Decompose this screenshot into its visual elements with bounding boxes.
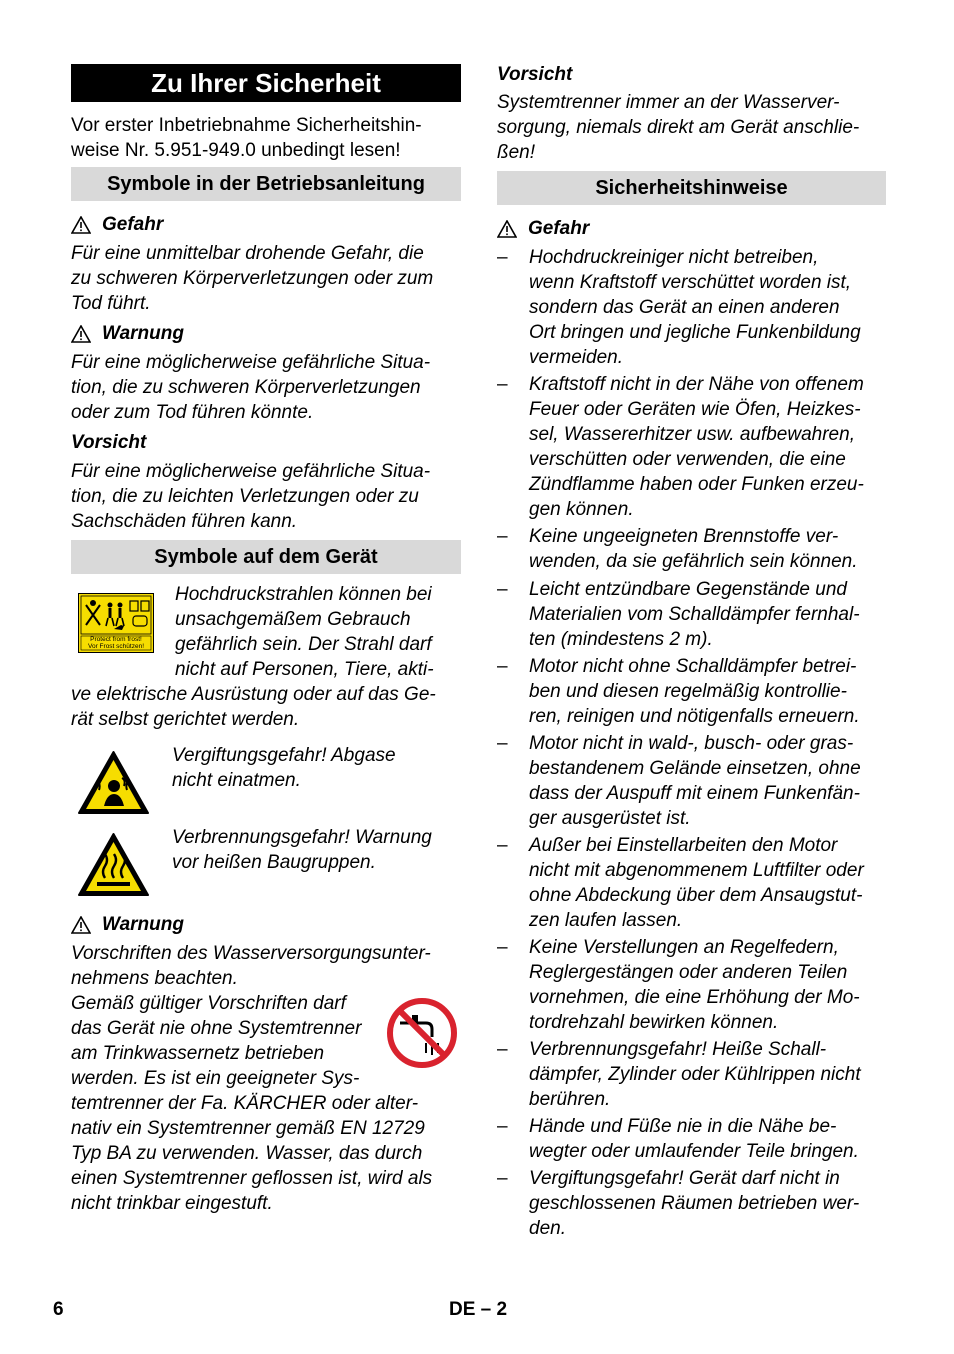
caution-label: Vorsicht <box>71 432 147 453</box>
toxic-gas-hazard-icon <box>77 750 150 815</box>
danger-label: Gefahr <box>102 213 164 235</box>
jet-symbol-text-a: Hochdruckstrahlen können bei unsachgemäßem Gebrauch gefährlich sein. Der Strahl darf nicht auf Personen, Tiere, akti- <box>175 584 434 680</box>
no-drinking-water-connection-icon <box>386 997 458 1069</box>
caution-text: Für eine möglicherweise gefährliche Situa- tion, die zu leichten Verletzungen oder zu Sachschäden führen kann. <box>71 461 431 532</box>
list-item-text: Verbrennungsgefahr! Heiße Schall- dämpfer, Zylinder oder Kühlrippen nicht berühren. <box>529 1039 861 1110</box>
list-item-text: Keine Verstellungen an Regelfedern, Reglergestängen oder anderen Teilen vornehmen, die eine Erhöhung der Mo- tordrehzahl bewirken können. <box>529 937 860 1033</box>
high-pressure-jet-sticker-icon <box>78 593 154 653</box>
section-heading-safety: Sicherheitshinweise <box>497 171 886 205</box>
list-bullet: – <box>497 1116 508 1137</box>
caution2-text: Systemtrenner immer an der Wasserver- sorgung, niemals direkt am Gerät anschlie- ßen! <box>497 92 860 163</box>
warning2-label: Warnung <box>102 913 184 935</box>
poison-symbol-text: Vergiftungsgefahr! Abgase nicht einatmen. <box>172 745 396 791</box>
section-page-indicator: DE – 2 <box>449 1299 508 1320</box>
list-item-text: Keine ungeeigneten Brennstoffe ver- wenden, da sie gefährlich sein können. <box>529 526 858 572</box>
warning-triangle-icon <box>71 916 91 934</box>
page-title: Zu Ihrer Sicherheit <box>71 64 461 102</box>
list-item-text: Leicht entzündbare Gegenstände und Materialien vom Schalldämpfer fernhal- ten (mindestens 2 m). <box>529 579 860 650</box>
burn-symbol-text: Verbrennungsgefahr! Warnung vor heißen Baugruppen. <box>172 827 432 873</box>
danger-heading <box>71 212 163 237</box>
list-bullet: – <box>497 247 508 268</box>
list-bullet: – <box>497 374 508 395</box>
warning2-heading <box>71 912 184 937</box>
warning-text: Für eine möglicherweise gefährliche Situa- tion, die zu schweren Körperverletzungen oder zum Tod führen könnte. <box>71 352 431 423</box>
list-bullet: – <box>497 656 508 677</box>
list-bullet: – <box>497 733 508 754</box>
intro-text: Vor erster Inbetriebnahme Sicherheitshin- weise Nr. 5.951-949.0 unbedingt lesen! <box>71 115 422 161</box>
list-item-text: Motor nicht in wald-, busch- oder gras- bestandenem Gelände einsetzen, ohne dass der Auspuff mit einem Funkenfän- ger ausgerüstet ist. <box>529 733 861 829</box>
section-heading-symbols-manual: Symbole in der Betriebsanleitung <box>71 167 461 201</box>
list-item-text: Hochdruckreiniger nicht betreiben, wenn Kraftstoff verschüttet worden ist, sondern das Gerät an einen anderen Ort bringen und jegliche Funkenbildung vermeiden. <box>529 247 861 368</box>
warning-label: Warnung <box>102 322 184 344</box>
list-bullet: – <box>497 835 508 856</box>
section-heading-symbols-device: Symbole auf dem Gerät <box>71 540 461 574</box>
list-item-text: Motor nicht ohne Schalldämpfer betrei- ben und diesen regelmäßig kontrollie- ren, reinigen und nötigenfalls erneuern. <box>529 656 860 727</box>
jet-symbol-text-b: ve elektrische Ausrüstung oder auf das Ge- rät selbst gerichtet werden. <box>71 684 436 730</box>
list-bullet: – <box>497 937 508 958</box>
warning2-text: Vorschriften des Wasserversorgungsunter- nehmens beachten. Gemäß gültiger Vorschriften darf das Gerät nie ohne Systemtrenner am Trinkwassernetz betrieben werden. Es ist ein geeigneter Sys- temtrenner der Fa. KÄRCHER oder alter- nativ ein Systemtrenner gemäß EN 12729 Typ BA zu verwenden. Wasser, das durch einen Systemtrenner geflossen ist, wird als nicht trinkbar eingestuft. <box>71 943 433 1214</box>
list-item-text: Hände und Füße nie in die Nähe be- wegter oder umlaufender Teile bringen. <box>529 1116 859 1162</box>
jet-sticker-label-de: Vor Frost schützen! <box>88 643 144 650</box>
danger2-label: Gefahr <box>528 217 590 239</box>
jet-sticker-label-en: Protect from frost! <box>90 636 142 643</box>
page-number: 6 <box>53 1299 64 1320</box>
hot-surface-hazard-icon <box>77 832 150 897</box>
warning-triangle-icon <box>71 325 91 343</box>
list-item-text: Außer bei Einstellarbeiten den Motor nicht mit abgenommenem Luftfilter oder ohne Abdeckung über dem Ansaugstut- zen laufen lassen. <box>529 835 864 931</box>
warning-triangle-icon <box>497 220 517 238</box>
list-item-text: Vergiftungsgefahr! Gerät darf nicht in geschlossenen Räumen betrieben wer- den. <box>529 1168 860 1239</box>
danger2-heading <box>497 216 589 241</box>
list-item-text: Kraftstoff nicht in der Nähe von offenem Feuer oder Geräten wie Öfen, Heizkes- sel, Wassererhitzer usw. aufbewahren, verschütten oder verwenden, die eine Zündflamme haben oder Funken erzeu- gen können. <box>529 374 864 520</box>
warning-triangle-icon <box>71 216 91 234</box>
list-bullet: – <box>497 1039 508 1060</box>
warning-heading <box>71 321 184 346</box>
list-bullet: – <box>497 526 508 547</box>
caution2-label: Vorsicht <box>497 64 573 85</box>
list-bullet: – <box>497 579 508 600</box>
list-bullet: – <box>497 1168 508 1189</box>
danger-text: Für eine unmittelbar drohende Gefahr, die zu schweren Körperverletzungen oder zum Tod führt. <box>71 243 434 314</box>
